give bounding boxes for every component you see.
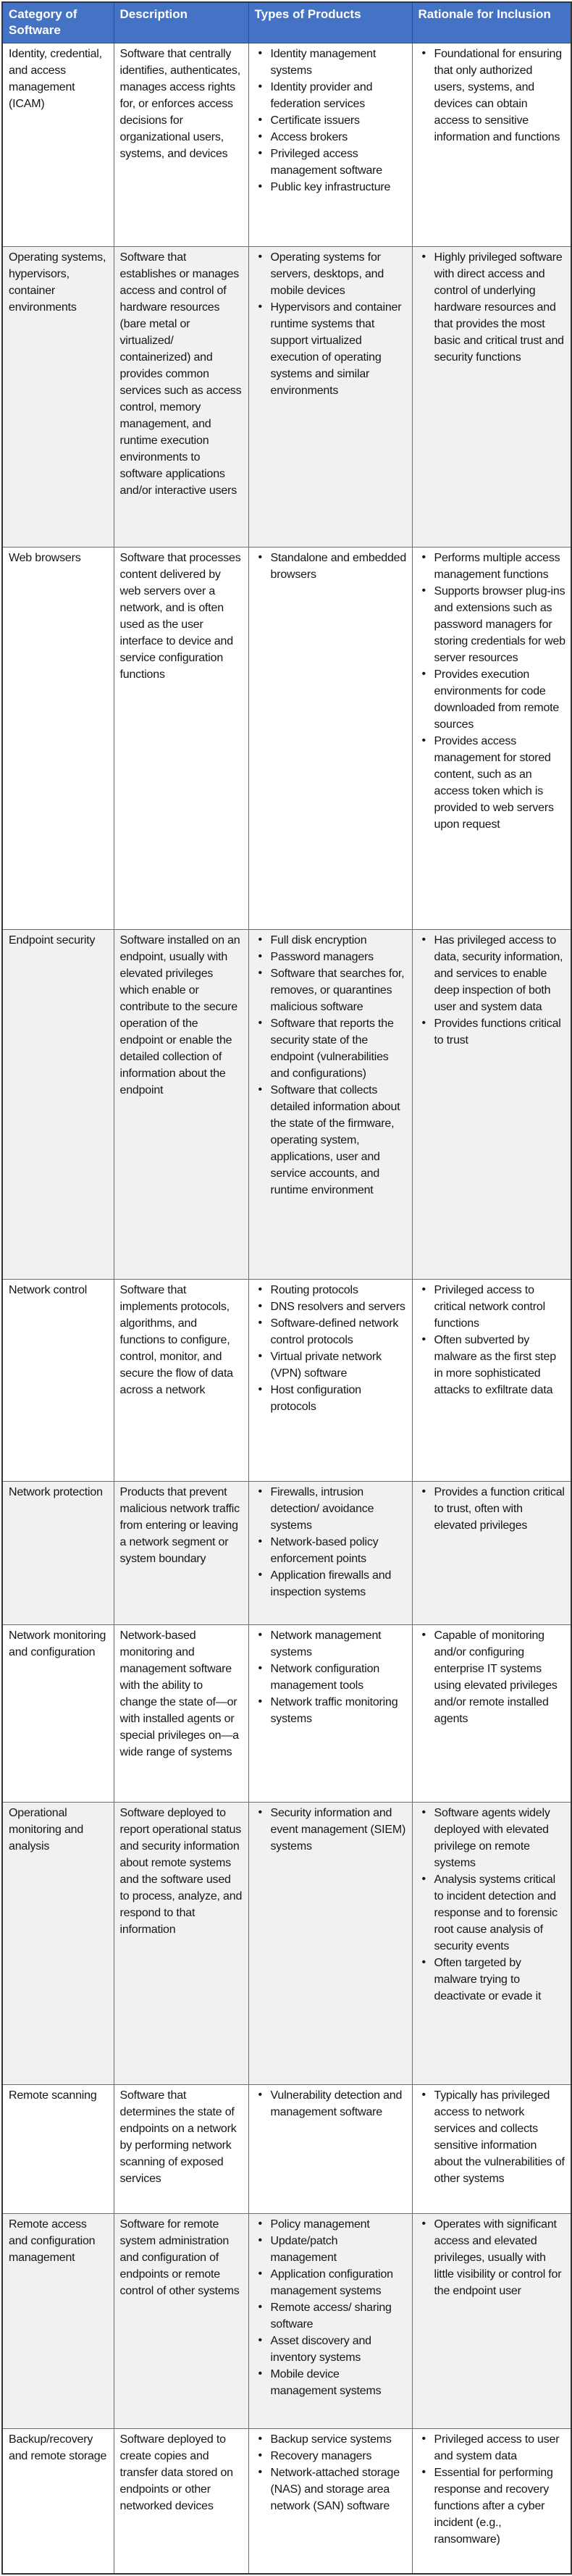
type-item: • Network traffic monitoring systems xyxy=(255,1694,407,1727)
type-item: • Software-defined network control protocols xyxy=(255,1315,407,1348)
type-item: • Firewalls, intrusion detection/ avoidance systems xyxy=(255,1484,407,1534)
type-item: • Identity management systems xyxy=(255,46,407,79)
category-cell: Network monitoring and configuration xyxy=(2,1625,114,1803)
rationale-item: • Often subverted by malware as the first step in more sophisticated attacks to exfiltrate data xyxy=(419,1332,566,1398)
category-cell: Web browsers xyxy=(2,547,114,930)
rationale-item: • Privileged access to critical network control functions xyxy=(419,1282,566,1332)
type-item: • Public key infrastructure xyxy=(255,179,407,196)
type-item: • Software that collects detailed information about the state of the firmware, operating system, applications, user and service accounts, and runtime environment xyxy=(255,1082,407,1199)
description-cell: Software that processes content delivered by web servers over a network, and is often used as the user interface to device and service configuration functions xyxy=(114,547,248,930)
type-item: • Password managers xyxy=(255,949,407,965)
table-row xyxy=(2,2214,571,2429)
type-item: • Operating systems for servers, desktops, and mobile devices xyxy=(255,249,407,299)
types-cell xyxy=(248,1482,412,1625)
category-cell: Endpoint security xyxy=(2,930,114,1280)
description-cell: Network-based monitoring and management software with the ability to change the state of—or with installed agents or special privileges on—a wide range of systems xyxy=(114,1625,248,1803)
type-item: • Application configuration management systems xyxy=(255,2266,407,2299)
types-list xyxy=(255,46,407,196)
rationale-cell xyxy=(412,1482,571,1625)
types-cell xyxy=(248,2214,412,2429)
category-cell: Identity, credential, and access management (ICAM) xyxy=(2,43,114,247)
types-list xyxy=(255,550,407,583)
description-cell: Software for remote system administration and configuration of endpoints or remote control of other systems xyxy=(114,2214,248,2429)
type-item: • Identity provider and federation services xyxy=(255,79,407,112)
type-item: • Backup service systems xyxy=(255,2431,407,2448)
description-cell: Software that centrally identifies, authenticates, manages access rights for, or enforces access decisions for organizational users, systems, and devices xyxy=(114,43,248,247)
rationale-item: • Capable of monitoring and/or configuring enterprise IT systems using elevated privileges and/or remote installed agents xyxy=(419,1627,566,1727)
type-item: • Software that searches for, removes, or quarantines malicious software xyxy=(255,965,407,1015)
rationale-item: • Analysis systems critical to incident detection and response and to forensic root cause analysis of security events xyxy=(419,1871,566,1955)
category-cell: Operating systems, hypervisors, container environments xyxy=(2,247,114,547)
rationale-cell xyxy=(412,2429,571,2574)
rationale-item: • Provides access management for stored content, such as an access token which is provided to web servers upon request xyxy=(419,733,566,833)
rationale-item: • Often targeted by malware trying to deactivate or evade it xyxy=(419,1955,566,2005)
rationale-item: • Foundational for ensuring that only authorized users, systems, and devices can obtain access to sensitive information and functions xyxy=(419,46,566,146)
table-row xyxy=(2,1482,571,1625)
rationale-cell xyxy=(412,2085,571,2214)
type-item: • Certificate issuers xyxy=(255,112,407,129)
type-item: • Routing protocols xyxy=(255,1282,407,1299)
types-cell xyxy=(248,1625,412,1803)
rationale-item: • Performs multiple access management functions xyxy=(419,550,566,583)
types-cell xyxy=(248,547,412,930)
rationale-cell xyxy=(412,43,571,247)
types-cell xyxy=(248,1803,412,2085)
rationale-item: • Supports browser plug-ins and extensions such as password managers for storing credentials for web server resources xyxy=(419,583,566,666)
type-item: • DNS resolvers and servers xyxy=(255,1299,407,1315)
rationale-item: • Privileged access to user and system data xyxy=(419,2431,566,2464)
table-row xyxy=(2,930,571,1280)
types-cell xyxy=(248,1280,412,1482)
description-cell: Software deployed to report operational status and security information about remote systems and the software used to process, analyze, and respond to that information xyxy=(114,1803,248,2085)
table-row xyxy=(2,247,571,547)
rationale-list xyxy=(419,249,566,366)
table-row xyxy=(2,43,571,247)
type-item: • Virtual private network (VPN) software xyxy=(255,1348,407,1382)
rationale-item: • Operates with significant access and elevated privileges, usually with little visibility or control for the endpoint user xyxy=(419,2216,566,2299)
rationale-list xyxy=(419,2216,566,2299)
column-header-category: Category of Software xyxy=(2,2,114,43)
types-cell xyxy=(248,43,412,247)
category-cell: Network control xyxy=(2,1280,114,1482)
types-cell xyxy=(248,930,412,1280)
table-row xyxy=(2,1803,571,2085)
rationale-cell xyxy=(412,1803,571,2085)
rationale-item: • Typically has privileged access to network services and collects sensitive information about the vulnerabilities of other systems xyxy=(419,2087,566,2187)
rationale-item: • Provides functions critical to trust xyxy=(419,1015,566,1049)
category-cell: Remote access and configuration management xyxy=(2,2214,114,2429)
rationale-list xyxy=(419,1805,566,2005)
type-item: • Access brokers xyxy=(255,129,407,146)
types-list xyxy=(255,249,407,399)
description-cell: Software deployed to create copies and transfer data stored on endpoints or other networked devices xyxy=(114,2429,248,2574)
rationale-item: • Software agents widely deployed with elevated privilege on remote systems xyxy=(419,1805,566,1871)
table-body xyxy=(2,43,571,2574)
rationale-cell xyxy=(412,1625,571,1803)
type-item: • Full disk encryption xyxy=(255,932,407,949)
types-list xyxy=(255,1484,407,1600)
types-list xyxy=(255,2087,407,2120)
category-cell: Backup/recovery and remote storage xyxy=(2,2429,114,2574)
rationale-list xyxy=(419,46,566,146)
rationale-cell xyxy=(412,547,571,930)
types-list xyxy=(255,932,407,1199)
rationale-cell xyxy=(412,2214,571,2429)
rationale-item: • Provides a function critical to trust, often with elevated privileges xyxy=(419,1484,566,1534)
type-item: • Remote access/ sharing software xyxy=(255,2299,407,2333)
table-row xyxy=(2,2085,571,2214)
type-item: • Network-based policy enforcement points xyxy=(255,1534,407,1567)
type-item: • Host configuration protocols xyxy=(255,1382,407,1415)
type-item: • Security information and event management (SIEM) systems xyxy=(255,1805,407,1855)
description-cell: Software that implements protocols, algorithms, and functions to configure, control, monitor, and secure the flow of data across a network xyxy=(114,1280,248,1482)
column-header-description: Description xyxy=(114,2,248,43)
types-cell xyxy=(248,247,412,547)
header-row xyxy=(2,2,571,43)
types-cell xyxy=(248,2085,412,2214)
rationale-list xyxy=(419,550,566,833)
types-list xyxy=(255,1282,407,1415)
table-header xyxy=(2,2,571,43)
type-item: • Network configuration management tools xyxy=(255,1661,407,1694)
rationale-cell xyxy=(412,247,571,547)
rationale-list xyxy=(419,2087,566,2187)
rationale-list xyxy=(419,1484,566,1534)
rationale-list xyxy=(419,1627,566,1727)
table-row xyxy=(2,547,571,930)
description-cell: Software installed on an endpoint, usually with elevated privileges which enable or contribute to the secure operation of the endpoint or enable the detailed collection of information about the endpoint xyxy=(114,930,248,1280)
rationale-item: • Essential for performing response and recovery functions after a cyber incident (e.g., ransomware) xyxy=(419,2464,566,2548)
rationale-cell xyxy=(412,930,571,1280)
type-item: • Application firewalls and inspection systems xyxy=(255,1567,407,1600)
table-row xyxy=(2,2429,571,2574)
description-cell: Software that determines the state of endpoints on a network by performing network scanning of exposed services xyxy=(114,2085,248,2214)
types-list xyxy=(255,2216,407,2399)
rationale-list xyxy=(419,1282,566,1398)
rationale-item: • Provides execution environments for code downloaded from remote sources xyxy=(419,666,566,733)
type-item: • Policy management xyxy=(255,2216,407,2233)
type-item: • Software that reports the security state of the endpoint (vulnerabilities and configurations) xyxy=(255,1015,407,1082)
type-item: • Privileged access management software xyxy=(255,146,407,179)
type-item: • Network management systems xyxy=(255,1627,407,1661)
type-item: • Hypervisors and container runtime systems that support virtualized execution of operating systems and similar environments xyxy=(255,299,407,399)
critical-software-categories-table xyxy=(1,1,572,2575)
type-item: • Standalone and embedded browsers xyxy=(255,550,407,583)
table-row xyxy=(2,1280,571,1482)
category-cell: Remote scanning xyxy=(2,2085,114,2214)
types-cell xyxy=(248,2429,412,2574)
rationale-item: • Highly privileged software with direct access and control of underlying hardware resources and that provides the most basic and critical trust and security functions xyxy=(419,249,566,366)
rationale-cell xyxy=(412,1280,571,1482)
category-cell: Network protection xyxy=(2,1482,114,1625)
description-cell: Products that prevent malicious network traffic from entering or leaving a network segment or system boundary xyxy=(114,1482,248,1625)
type-item: • Update/patch management xyxy=(255,2233,407,2266)
rationale-list xyxy=(419,932,566,1049)
type-item: • Recovery managers xyxy=(255,2448,407,2464)
rationale-list xyxy=(419,2431,566,2548)
category-cell: Operational monitoring and analysis xyxy=(2,1803,114,2085)
column-header-rationale: Rationale for Inclusion xyxy=(412,2,571,43)
type-item: • Mobile device management systems xyxy=(255,2366,407,2399)
type-item: • Vulnerability detection and management software xyxy=(255,2087,407,2120)
types-list xyxy=(255,1805,407,1855)
types-list xyxy=(255,1627,407,1727)
types-list xyxy=(255,2431,407,2514)
rationale-item: • Has privileged access to data, security information, and services to enable deep inspection of both user and system data xyxy=(419,932,566,1015)
description-cell: Software that establishes or manages access and control of hardware resources (bare metal or virtualized/ containerized) and provides common services such as access control, memory management, and runtime execution environments to software applications and/or interactive users xyxy=(114,247,248,547)
table-row xyxy=(2,1625,571,1803)
column-header-types: Types of Products xyxy=(248,2,412,43)
type-item: • Asset discovery and inventory systems xyxy=(255,2333,407,2366)
type-item: • Network-attached storage (NAS) and storage area network (SAN) software xyxy=(255,2464,407,2514)
